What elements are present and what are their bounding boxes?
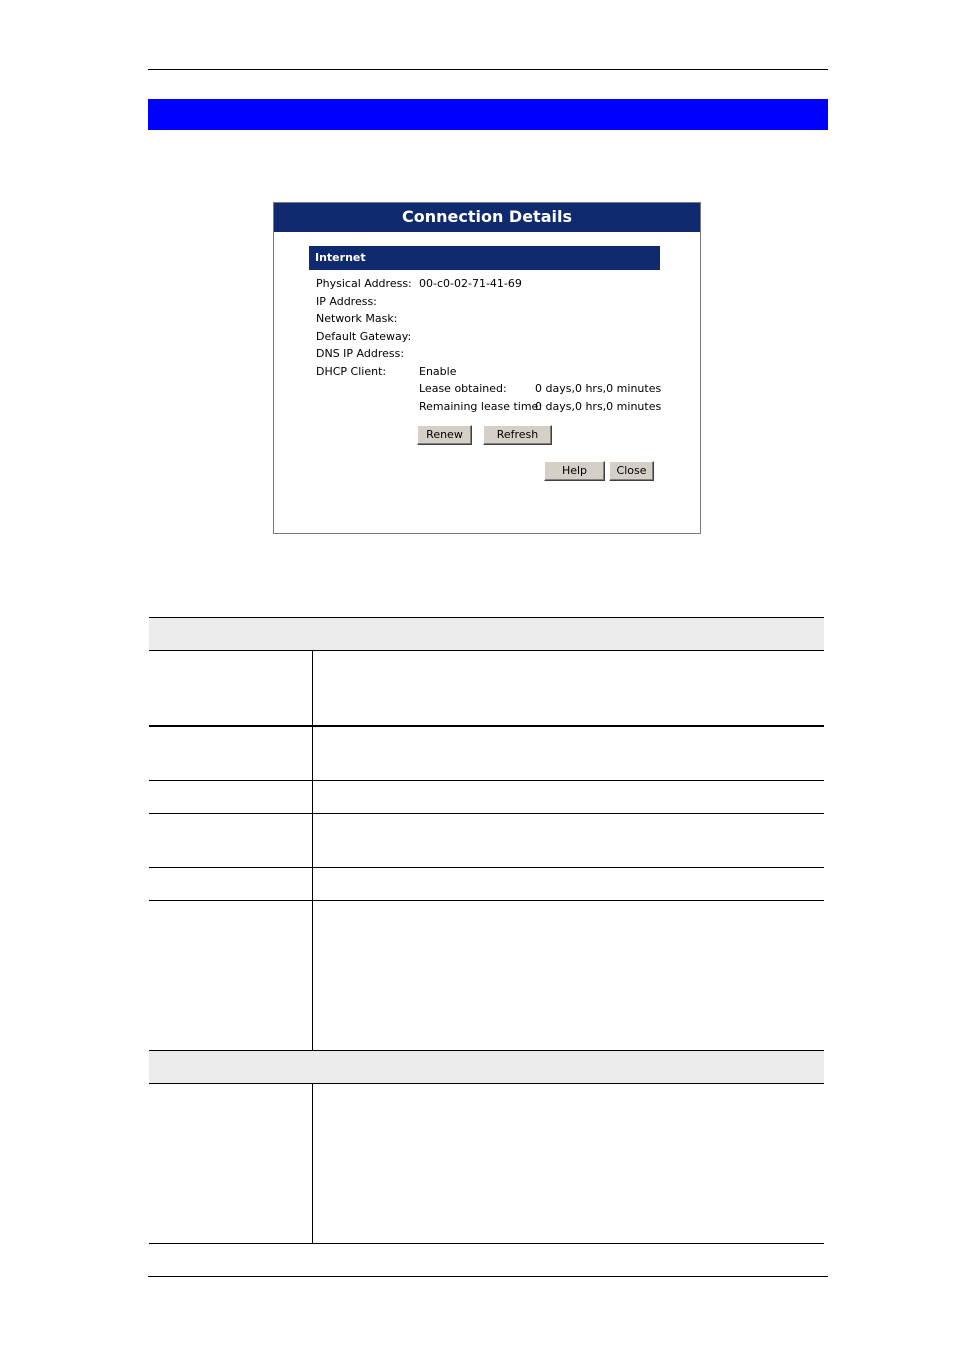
footer-rule <box>148 1276 828 1277</box>
dhcp-client-value: Enable <box>419 365 457 378</box>
network-mask-label: Network Mask: <box>316 312 398 325</box>
table-row-divider <box>149 867 824 868</box>
connection-details-window <box>273 202 701 534</box>
table-row-divider <box>149 725 824 727</box>
physical-address-label: Physical Address: <box>316 277 412 290</box>
internet-section-header: Internet <box>309 246 660 270</box>
ip-address-label: IP Address: <box>316 295 377 308</box>
physical-address-value: 00-c0-02-71-41-69 <box>419 277 522 290</box>
table-row-divider <box>149 900 824 901</box>
table-column-divider <box>312 651 313 1050</box>
lease-obtained-value: 0 days,0 hrs,0 minutes <box>535 382 662 395</box>
refresh-button[interactable]: Refresh <box>483 425 552 445</box>
remaining-lease-value: 0 days,0 hrs,0 minutes <box>535 400 662 413</box>
default-gateway-label: Default Gateway: <box>316 330 412 343</box>
table-column-divider-2 <box>312 1084 313 1243</box>
window-title: Connection Details <box>274 203 700 232</box>
section-banner <box>148 99 828 130</box>
table-row-divider <box>149 650 824 651</box>
remaining-lease-label: Remaining lease time: <box>419 400 543 413</box>
dhcp-client-label: DHCP Client: <box>316 365 387 378</box>
dns-ip-address-label: DNS IP Address: <box>316 347 405 360</box>
help-button[interactable]: Help <box>544 461 605 481</box>
table-row-divider <box>149 780 824 781</box>
close-button[interactable]: Close <box>609 461 654 481</box>
renew-button[interactable]: Renew <box>417 425 472 445</box>
table-row-divider <box>149 813 824 814</box>
lease-obtained-label: Lease obtained: <box>419 382 507 395</box>
table-row-divider <box>149 1083 824 1084</box>
table-bottom-border <box>149 1243 824 1244</box>
header-rule <box>148 69 828 70</box>
table-header-row-2 <box>149 1051 824 1083</box>
table-header-row <box>149 618 824 650</box>
